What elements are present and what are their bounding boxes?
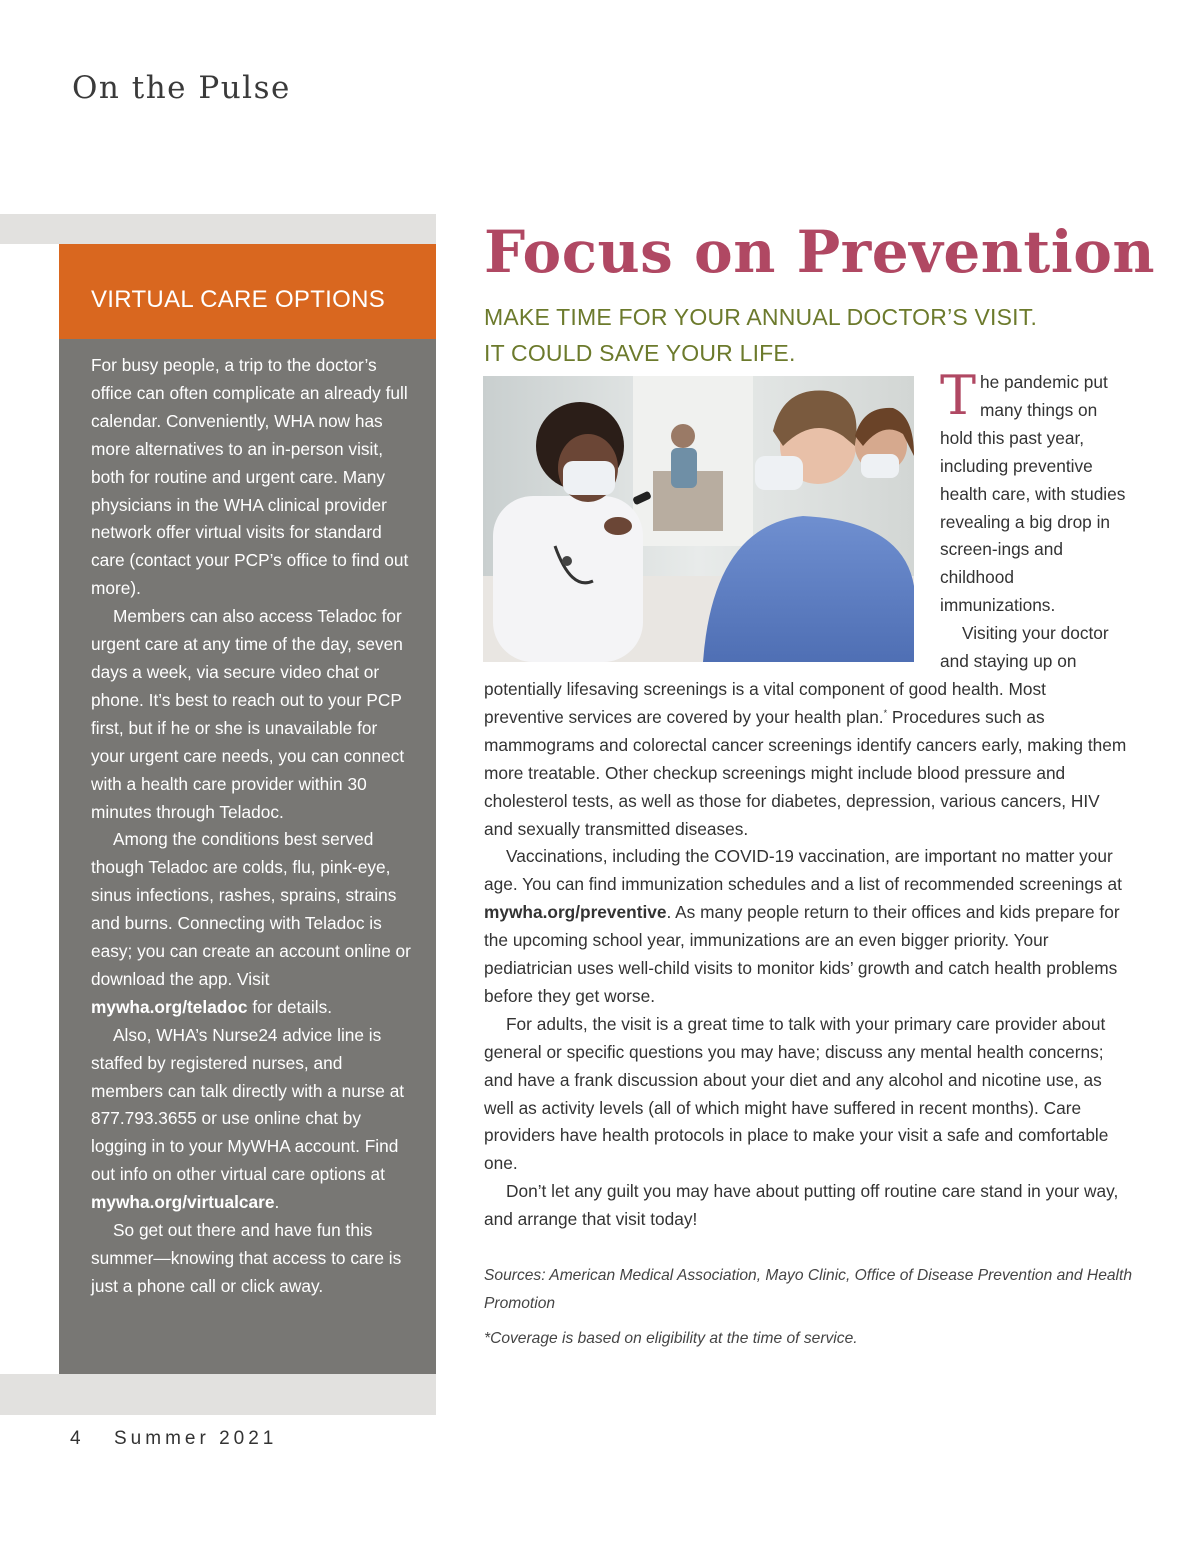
article-paragraph: For adults, the visit is a great time to talk with your primary care provider about general or specific questions you may have; discuss any mental health concerns; and have a frank discussion about your diet and any alcohol and nicotine use, as well as activity levels (all of which might have suffered in recent months). Care providers have health protocols in place to make your visit a safe and comfortable one. [484, 1013, 1109, 1174]
coverage-footnote: *Coverage is based on eligibility at the time of service. [484, 1330, 858, 1347]
teladoc-link[interactable]: mywha.org/teladoc [91, 996, 248, 1017]
sidebar-paragraph [91, 826, 411, 1021]
sidebar-text [91, 352, 411, 1301]
issue-label: Summer 2021 [114, 1428, 278, 1449]
text-run: . As many people return to their offices and kids prepare for the upcoming school year, immunizations are an even bigger priority. Your pediatrician uses well-child visits to monitor kids’ growth and catch health problems before they get worse. [484, 902, 1120, 1006]
text-run: he pandemic put many things on hold this past year, including preventive health care, with studies revealing a big drop in screen-ings and childhood immunizations. [940, 372, 1126, 616]
footnote-marker: * [883, 707, 888, 718]
sidebar-paragraph: So get out there and have fun this summer—knowing that access to care is just a phone call or click away. [91, 1220, 402, 1296]
subtitle-line-1: MAKE TIME FOR YOUR ANNUAL DOCTOR’S VISIT. [484, 304, 1038, 330]
preventive-link[interactable]: mywha.org/preventive [484, 902, 667, 923]
page-number: 4 [70, 1428, 81, 1449]
sidebar-paragraph: Members can also access Teladoc for urgent care at any time of the day, seven days a week, via secure video chat or phone. It’s best to reach out to your PCP first, but if he or she is unavailable for your urgent care needs, you can connect with a health care provider within 30 minutes through Teladoc. [91, 606, 405, 822]
article-body [484, 364, 1130, 1234]
sidebar-heading: VIRTUAL CARE OPTIONS [91, 286, 386, 313]
text-run: Visiting your doctor and staying up on potentially lifesaving screenings is a vital component of good health. Most preventive services are covered by your health plan. [484, 623, 1109, 727]
text-run: . [274, 1192, 280, 1213]
subtitle-line-2: IT COULD SAVE YOUR LIFE. [484, 340, 796, 366]
photo-wrap-space [484, 369, 940, 662]
sidebar-paragraph: For busy people, a trip to the doctor’s office can often complicate an already full calendar. Conveniently, WHA now has more alternatives to an in-person visit, both for routine and urgent care. Many physicians in the WHA clinical provider network offer virtual visits for standard care (contact your PCP’s office to find out more). [91, 355, 409, 599]
sidebar-header [59, 244, 436, 339]
section-title: On the Pulse [72, 70, 291, 106]
drop-cap: T [940, 364, 977, 427]
text-run: for details. [247, 996, 333, 1017]
article-subtitle [484, 299, 1037, 371]
article-title: Focus on Prevention [484, 218, 1156, 286]
text-run: Among the conditions best served though Teladoc are colds, flu, pink-eye, sinus infections, rashes, sprains, strains and burns. Connecting with Teladoc is easy; you can create an account online or download the app. Visit [91, 829, 411, 989]
text-run: Procedures such as mammograms and colorectal cancer screenings identify cancers early, making them more treatable. Other checkup screenings might include blood pressure and cholesterol tests, as well as those for diabetes, depression, various cancers, HIV and sexually transmitted diseases. [484, 706, 1127, 839]
text-run: Vaccinations, including the COVID-19 vaccination, are important no matter your age. You can find immunization schedules and a list of recommended screenings at [484, 846, 1122, 895]
article-paragraph: Don’t let any guilt you may have about putting off routine care stand in your way, and arrange that visit today! [484, 1181, 1119, 1230]
sidebar-margin [0, 244, 59, 1374]
text-run: Also, WHA’s Nurse24 advice line is staffed by registered nurses, and members can talk directly with a nurse at 877.793.3655 or use online chat by logging in to your MyWHA account. Find out info on other virtual care options at [91, 1024, 405, 1185]
virtualcare-link[interactable]: mywha.org/virtualcare [91, 1192, 275, 1213]
sidebar-paragraph [91, 1022, 411, 1217]
sources-note: Sources: American Medical Association, Mayo Clinic, Office of Disease Prevention and Health Promotion [484, 1267, 1133, 1312]
article-paragraph [484, 843, 1130, 1010]
